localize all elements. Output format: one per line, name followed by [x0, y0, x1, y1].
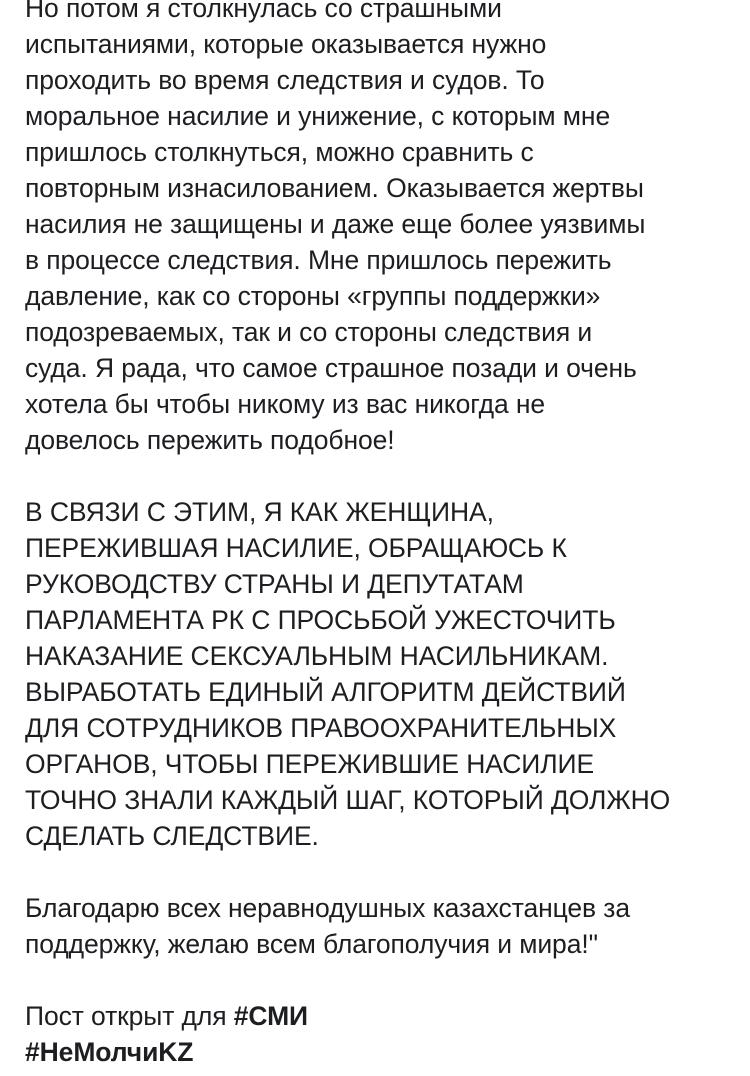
text-line: пришлось столкнуться, можно сравнить с — [25, 137, 534, 167]
text-line: повторным изнасилованием. Оказывается жертвы — [25, 173, 644, 203]
text-line: поддержку, желаю всем благополучия и мира!" — [25, 929, 598, 959]
text-line: проходить во время следствия и судов. То — [25, 65, 545, 95]
text-line: довелось пережить подобное! — [25, 425, 395, 455]
text-line: СДЕЛАТЬ СЛЕДСТВИЕ. — [25, 821, 319, 851]
text-line: хотела бы чтобы никому из вас никогда не — [25, 389, 546, 419]
footer-line — [25, 998, 737, 1034]
text-line: РУКОВОДСТВУ СТРАНЫ И ДЕПУТАТАМ — [25, 569, 524, 599]
text-line: моральное насилие и унижение, с которым мне — [25, 101, 611, 131]
text-line: насилия не защищены и даже еще более уязвимы — [25, 209, 646, 239]
hashtag-nemolchi-link[interactable]: #НеМолчиKZ — [25, 1037, 194, 1067]
text-line: Но потом я столкнулась со страшными — [25, 0, 502, 23]
paragraph-spacer — [25, 854, 737, 890]
paragraph-thanks — [25, 890, 737, 962]
footer-line — [25, 1034, 737, 1070]
hashtag-smi-link[interactable]: #СМИ — [233, 1001, 308, 1031]
text-line: суда. Я рада, что самое страшное позади и очень — [25, 353, 637, 383]
paragraph-testimony — [25, 0, 737, 458]
footer-prefix: Пост открыт для — [25, 1001, 234, 1031]
text-line: В СВЯЗИ С ЭТИМ, Я КАК ЖЕНЩИНА, — [25, 497, 494, 527]
text-line: Благодарю всех неравнодушных казахстанцев за — [25, 893, 630, 923]
text-line: НАКАЗАНИЕ СЕКСУАЛЬНЫМ НАСИЛЬНИКАМ. — [25, 641, 609, 671]
text-line: в процессе следствия. Мне пришлось пережить — [25, 245, 612, 275]
text-line: испытаниями, которые оказывается нужно — [25, 29, 547, 59]
text-line: ТОЧНО ЗНАЛИ КАЖДЫЙ ШАГ, КОТОРЫЙ ДОЛЖНО — [25, 785, 671, 815]
paragraph-spacer — [25, 962, 737, 998]
text-line: давление, как со стороны «группы поддержки» — [25, 281, 601, 311]
paragraph-appeal — [25, 494, 737, 854]
text-line: ОРГАНОВ, ЧТОБЫ ПЕРЕЖИВШИЕ НАСИЛИЕ — [25, 749, 595, 779]
text-line: подозреваемых, так и со стороны следствия и — [25, 317, 593, 347]
text-line: ПАРЛАМЕНТА РК С ПРОСЬБОЙ УЖЕСТОЧИТЬ — [25, 605, 616, 635]
paragraph-spacer — [25, 458, 737, 494]
text-line: ВЫРАБОТАТЬ ЕДИНЫЙ АЛГОРИТМ ДЕЙСТВИЙ — [25, 677, 626, 707]
text-line: ПЕРЕЖИВШАЯ НАСИЛИЕ, ОБРАЩАЮСЬ К — [25, 533, 567, 563]
post-footer — [25, 998, 737, 1070]
text-line: ДЛЯ СОТРУДНИКОВ ПРАВООХРАНИТЕЛЬНЫХ — [25, 713, 617, 743]
post-body — [25, 0, 737, 1070]
